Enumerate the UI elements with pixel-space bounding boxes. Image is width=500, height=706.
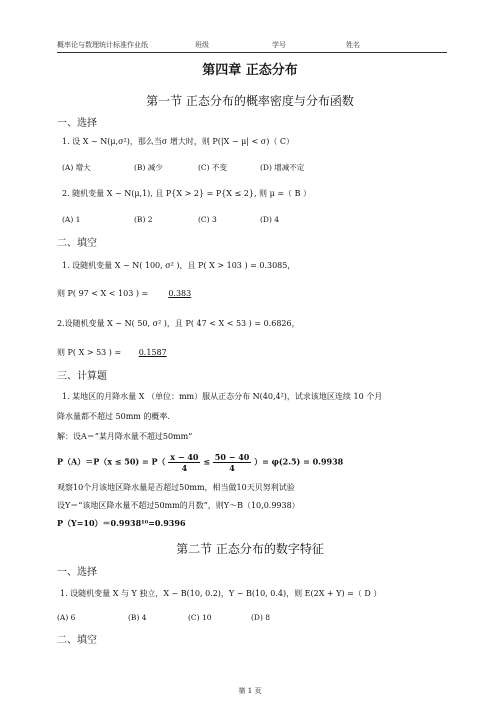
- chapter-title: 第四章 正态分布: [202, 63, 298, 78]
- s1-question-2: 2. 随机变量 X ~ N(μ,1), 且 P{X > 2} = P{X ≤ 2}, 则 μ =（ B ）: [62, 189, 312, 198]
- s1-calc-1-line-2: 降水量都不超过 50mm 的概率.: [57, 412, 170, 421]
- s1-question-1: 1. 设 X ~ N(μ,σ²)，那么当σ 增大时，则 P(|X − μ| < σ)（ C）: [62, 137, 295, 146]
- header-name-label: 姓名: [346, 41, 360, 49]
- solution-2-post: ）= φ(2.5) = 0.9938: [254, 456, 344, 467]
- section1-fill-heading: 二、填空: [57, 238, 97, 249]
- s1-fill-2-answer: 0.1587: [138, 348, 167, 357]
- s2-q1-option-a: (A) 6: [57, 613, 76, 622]
- s1-fill-2-answer-line: [57, 347, 182, 358]
- s2-question-1: 1. 设随机变量 X 与 Y 独立，X ~ B(10, 0.2)，Y ~ B(10, 0.4)，则 E(2X + Y) =（ D ）: [60, 589, 382, 598]
- fraction-1-denominator: 4: [181, 463, 188, 473]
- s1-q1-option-b: (B) 减少: [134, 163, 163, 172]
- header-rule: [57, 52, 447, 53]
- fraction-1-numerator: x − 40: [170, 452, 199, 462]
- section2-choice-heading: 一、选择: [57, 567, 97, 578]
- s1-q2-option-b: (B) 2: [134, 215, 153, 224]
- fraction-2-numerator: 50 − 40: [214, 452, 250, 462]
- s1-q2-option-d: (D) 4: [260, 215, 280, 224]
- solution-line-5: P（Y=10）＝0.9938¹⁰=0.9396: [57, 518, 186, 528]
- section1-choice-heading: 一、选择: [57, 118, 97, 129]
- header-course: 概率论与数理统计标准作业纸: [57, 41, 148, 49]
- s2-q1-option-c: (C) 10: [188, 613, 212, 622]
- fraction-2-denominator: 4: [229, 463, 235, 473]
- s1-q1-option-d: (D) 增减不定: [260, 163, 305, 172]
- s1-fill-1: 1. 设随机变量 X ~ N( 100, σ² )，且 P( X > 103 ) = 0.3085，: [62, 261, 296, 270]
- page-number: 第 1 页: [238, 687, 262, 695]
- header-class-label: 班级: [195, 41, 209, 49]
- s1-calc-1-line-1: 1. 某地区的月降水量 X （单位：mm）服从正态分布 N(40,4²)，试求该地区连续 10 个月: [62, 392, 383, 401]
- s1-fill-1-prompt: 则 P( 97 < X < 103 ) =: [57, 289, 149, 298]
- fraction-standardized-x: [168, 452, 200, 473]
- s1-fill-2-prompt: 则 P( X > 53 ) =: [57, 348, 122, 357]
- s1-q2-option-c: (C) 3: [198, 215, 217, 224]
- s1-q1-option-a: (A) 增大: [62, 163, 91, 172]
- section1-title: 第一节 正态分布的概率密度与分布函数: [146, 94, 354, 108]
- fraction-standardized-50: [213, 452, 252, 473]
- solution-line-3: 观察10个月该地区降水量是否超过50mm，相当做10天贝努利试验: [57, 483, 295, 492]
- solution-line-1: 解：设A＝“某月降水量不超过50mm”: [57, 432, 193, 441]
- solution-line-2: [57, 452, 343, 473]
- section2-title: 第二节 正态分布的数字特征: [176, 542, 324, 556]
- section1-calc-heading: 三、计算题: [57, 371, 107, 382]
- header-id-label: 学号: [272, 41, 286, 49]
- s1-q2-option-a: (A) 1: [62, 215, 81, 224]
- solution-2-mid: ≤: [203, 456, 213, 467]
- section2-fill-heading: 二、填空: [57, 635, 97, 646]
- s1-q1-option-c: (C) 不变: [198, 163, 227, 172]
- s1-fill-1-answer-line: [57, 288, 209, 299]
- s1-fill-2: 2.设随机变量 X ~ N( 50, σ² )，且 P( 47 < X < 53 ) = 0.6826，: [57, 319, 300, 328]
- s2-q1-option-b: (B) 4: [128, 613, 147, 622]
- solution-line-4: 设Y＝“该地区降水量不超过50mm的月数”，则Y～B（10,0.9938）: [57, 501, 300, 510]
- solution-2-pre: P（A）＝P（x ≤ 50) = P（: [57, 456, 166, 467]
- s2-q1-option-d: (D) 8: [251, 613, 271, 622]
- s1-fill-1-answer: 0.383: [168, 289, 192, 298]
